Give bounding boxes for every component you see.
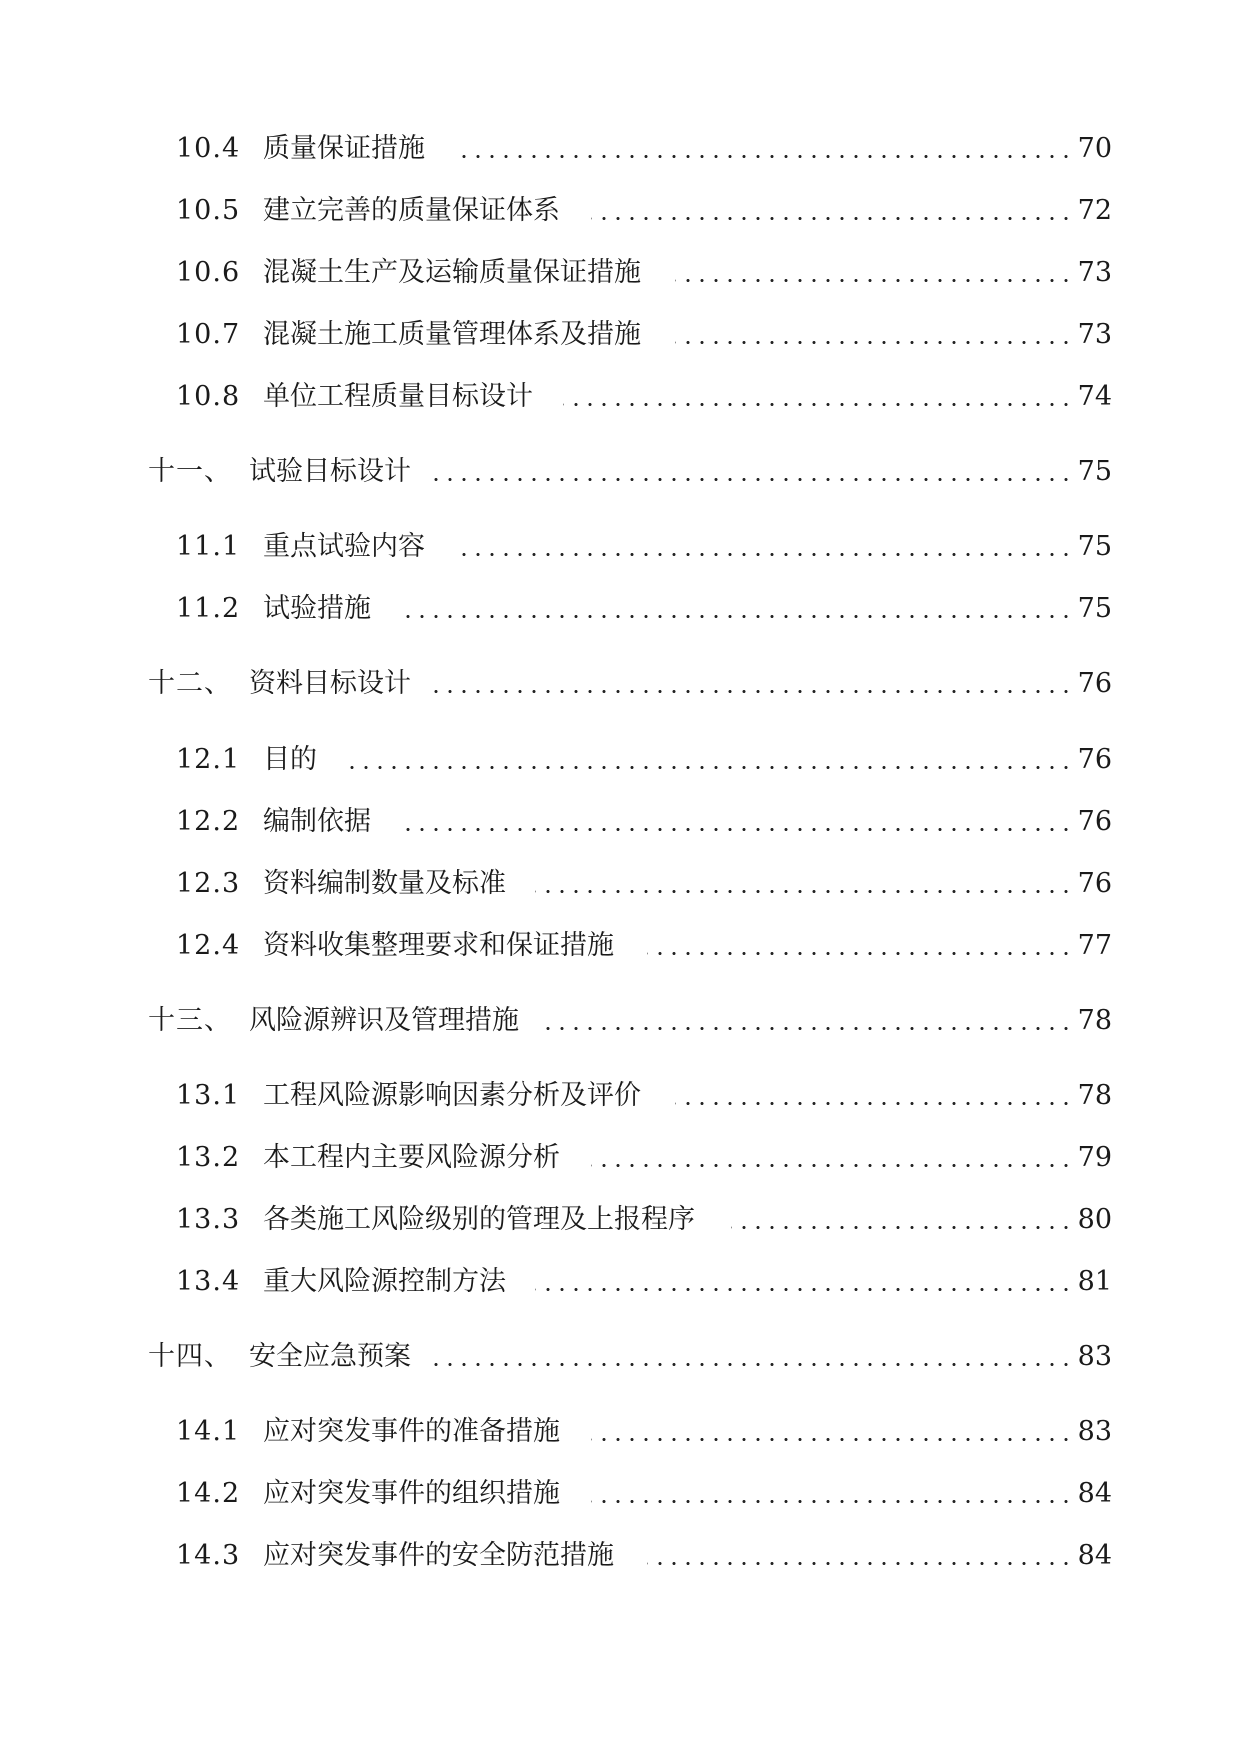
- toc-dot-leader: [675, 253, 1073, 293]
- toc-entry[interactable]: [0, 802, 1241, 842]
- toc-dot-leader: [591, 191, 1073, 231]
- toc-entry-page: 76: [1077, 806, 1112, 837]
- toc-entry-title: 资料目标设计: [249, 668, 411, 699]
- toc-entry[interactable]: [0, 1262, 1241, 1302]
- toc-dot-leader: [452, 129, 1073, 169]
- toc-entry-title: 混凝土生产及运输质量保证措施: [263, 257, 641, 288]
- toc-entry-title: 混凝土施工质量管理体系及措施: [263, 319, 641, 350]
- toc-dot-leader: [340, 740, 1073, 780]
- toc-entry-number: 10.5: [176, 195, 241, 226]
- toc-entry-number: 14.2: [176, 1478, 241, 1509]
- toc-entry-number: 12.2: [176, 806, 241, 837]
- toc-entry-page: 75: [1077, 593, 1112, 624]
- toc-entry-number: 12.4: [176, 930, 241, 961]
- toc-entry-page: 76: [1077, 744, 1112, 775]
- toc-dot-leader: [647, 1536, 1073, 1576]
- toc-entry[interactable]: [0, 1076, 1241, 1116]
- toc-entry-page: 70: [1077, 133, 1112, 164]
- toc-entry-title: 应对突发事件的安全防范措施: [263, 1540, 614, 1571]
- toc-entry-number: 13.2: [176, 1142, 241, 1173]
- toc-entry[interactable]: [0, 926, 1241, 966]
- toc-entry-number: 13.3: [176, 1204, 241, 1235]
- toc-entry-page: 72: [1077, 195, 1112, 226]
- toc-chapter-entry[interactable]: [0, 664, 1241, 704]
- toc-entry-number: 十三、: [148, 1005, 232, 1036]
- toc-dot-leader: [675, 315, 1073, 355]
- toc-entry-title: 编制依据: [263, 806, 371, 837]
- toc-dot-leader: [535, 864, 1073, 904]
- toc-entry-page: 73: [1077, 257, 1112, 288]
- toc-entry-title: 单位工程质量目标设计: [263, 381, 533, 412]
- toc-dot-leader: [543, 1001, 1073, 1041]
- toc-entry[interactable]: [0, 129, 1241, 169]
- toc-entry-title: 各类施工风险级别的管理及上报程序: [263, 1204, 695, 1235]
- toc-entry-page: 78: [1077, 1005, 1112, 1036]
- toc-entry[interactable]: [0, 527, 1241, 567]
- toc-entry-title: 资料收集整理要求和保证措施: [263, 930, 614, 961]
- toc-entry-title: 试验目标设计: [249, 456, 411, 487]
- toc-entry-number: 13.1: [176, 1080, 241, 1111]
- toc-entry-number: 11.2: [176, 593, 241, 624]
- toc-entry-number: 12.1: [176, 744, 241, 775]
- toc-entry[interactable]: [0, 253, 1241, 293]
- toc-entry-title: 目的: [263, 744, 317, 775]
- toc-entry-number: 14.1: [176, 1416, 241, 1447]
- toc-dot-leader: [535, 1262, 1073, 1302]
- toc-entry[interactable]: [0, 864, 1241, 904]
- toc-chapter-entry[interactable]: [0, 452, 1241, 492]
- toc-chapter-entry[interactable]: [0, 1337, 1241, 1377]
- toc-entry-title: 工程风险源影响因素分析及评价: [263, 1080, 641, 1111]
- toc-entry-number: 10.8: [176, 381, 241, 412]
- toc-dot-leader: [591, 1412, 1073, 1452]
- toc-entry-title: 风险源辨识及管理措施: [249, 1005, 519, 1036]
- toc-entry-number: 11.1: [176, 531, 241, 562]
- toc-entry-title: 资料编制数量及标准: [263, 868, 506, 899]
- toc-entry[interactable]: [0, 191, 1241, 231]
- toc-entry[interactable]: [0, 1200, 1241, 1240]
- toc-entry[interactable]: [0, 740, 1241, 780]
- toc-dot-leader: [591, 1474, 1073, 1514]
- toc-entry-page: 76: [1077, 668, 1112, 699]
- toc-entry-page: 74: [1077, 381, 1112, 412]
- toc-entry-title: 应对突发事件的准备措施: [263, 1416, 560, 1447]
- toc-entry-title: 重点试验内容: [263, 531, 425, 562]
- toc-entry[interactable]: [0, 315, 1241, 355]
- toc-dot-leader: [431, 1337, 1073, 1377]
- toc-dot-leader: [731, 1200, 1073, 1240]
- toc-dot-leader: [452, 527, 1073, 567]
- toc-entry-title: 安全应急预案: [249, 1341, 411, 1372]
- toc-dot-leader: [431, 452, 1073, 492]
- toc-entry-number: 12.3: [176, 868, 241, 899]
- toc-entry-page: 76: [1077, 868, 1112, 899]
- toc-dot-leader: [563, 377, 1073, 417]
- toc-entry-page: 83: [1077, 1341, 1112, 1372]
- toc-entry-page: 73: [1077, 319, 1112, 350]
- toc-entry-number: 十一、: [148, 456, 232, 487]
- toc-entry-page: 84: [1077, 1540, 1112, 1571]
- toc-entry-title: 试验措施: [263, 593, 371, 624]
- toc-entry-title: 重大风险源控制方法: [263, 1266, 506, 1297]
- toc-entry[interactable]: [0, 1412, 1241, 1452]
- toc-entry-number: 13.4: [176, 1266, 241, 1297]
- toc-entry-number: 10.7: [176, 319, 241, 350]
- toc-entry-page: 78: [1077, 1080, 1112, 1111]
- toc-entry-title: 建立完善的质量保证体系: [263, 195, 560, 226]
- toc-entry-number: 10.6: [176, 257, 241, 288]
- toc-entry-page: 84: [1077, 1478, 1112, 1509]
- toc-entry-page: 77: [1077, 930, 1112, 961]
- toc-chapter-entry[interactable]: [0, 1001, 1241, 1041]
- toc-dot-leader: [396, 589, 1073, 629]
- toc-entry-number: 十二、: [148, 668, 232, 699]
- toc-entry-number: 十四、: [148, 1341, 232, 1372]
- toc-entry-number: 14.3: [176, 1540, 241, 1571]
- toc-entry-page: 75: [1077, 531, 1112, 562]
- toc-entry-title: 本工程内主要风险源分析: [263, 1142, 560, 1173]
- toc-entry-page: 83: [1077, 1416, 1112, 1447]
- toc-entry[interactable]: [0, 377, 1241, 417]
- toc-entry-page: 79: [1077, 1142, 1112, 1173]
- toc-entry-page: 75: [1077, 456, 1112, 487]
- toc-dot-leader: [396, 802, 1073, 842]
- toc-entry[interactable]: [0, 589, 1241, 629]
- toc-entry[interactable]: [0, 1536, 1241, 1576]
- toc-entry-title: 质量保证措施: [263, 133, 425, 164]
- toc-entry-title: 应对突发事件的组织措施: [263, 1478, 560, 1509]
- toc-entry[interactable]: [0, 1474, 1241, 1514]
- toc-entry[interactable]: [0, 1138, 1241, 1178]
- toc-entry-number: 10.4: [176, 133, 241, 164]
- toc-dot-leader: [675, 1076, 1073, 1116]
- toc-entry-page: 80: [1077, 1204, 1112, 1235]
- toc-dot-leader: [647, 926, 1073, 966]
- toc-entry-page: 81: [1077, 1266, 1112, 1297]
- toc-dot-leader: [431, 664, 1073, 704]
- toc-dot-leader: [591, 1138, 1073, 1178]
